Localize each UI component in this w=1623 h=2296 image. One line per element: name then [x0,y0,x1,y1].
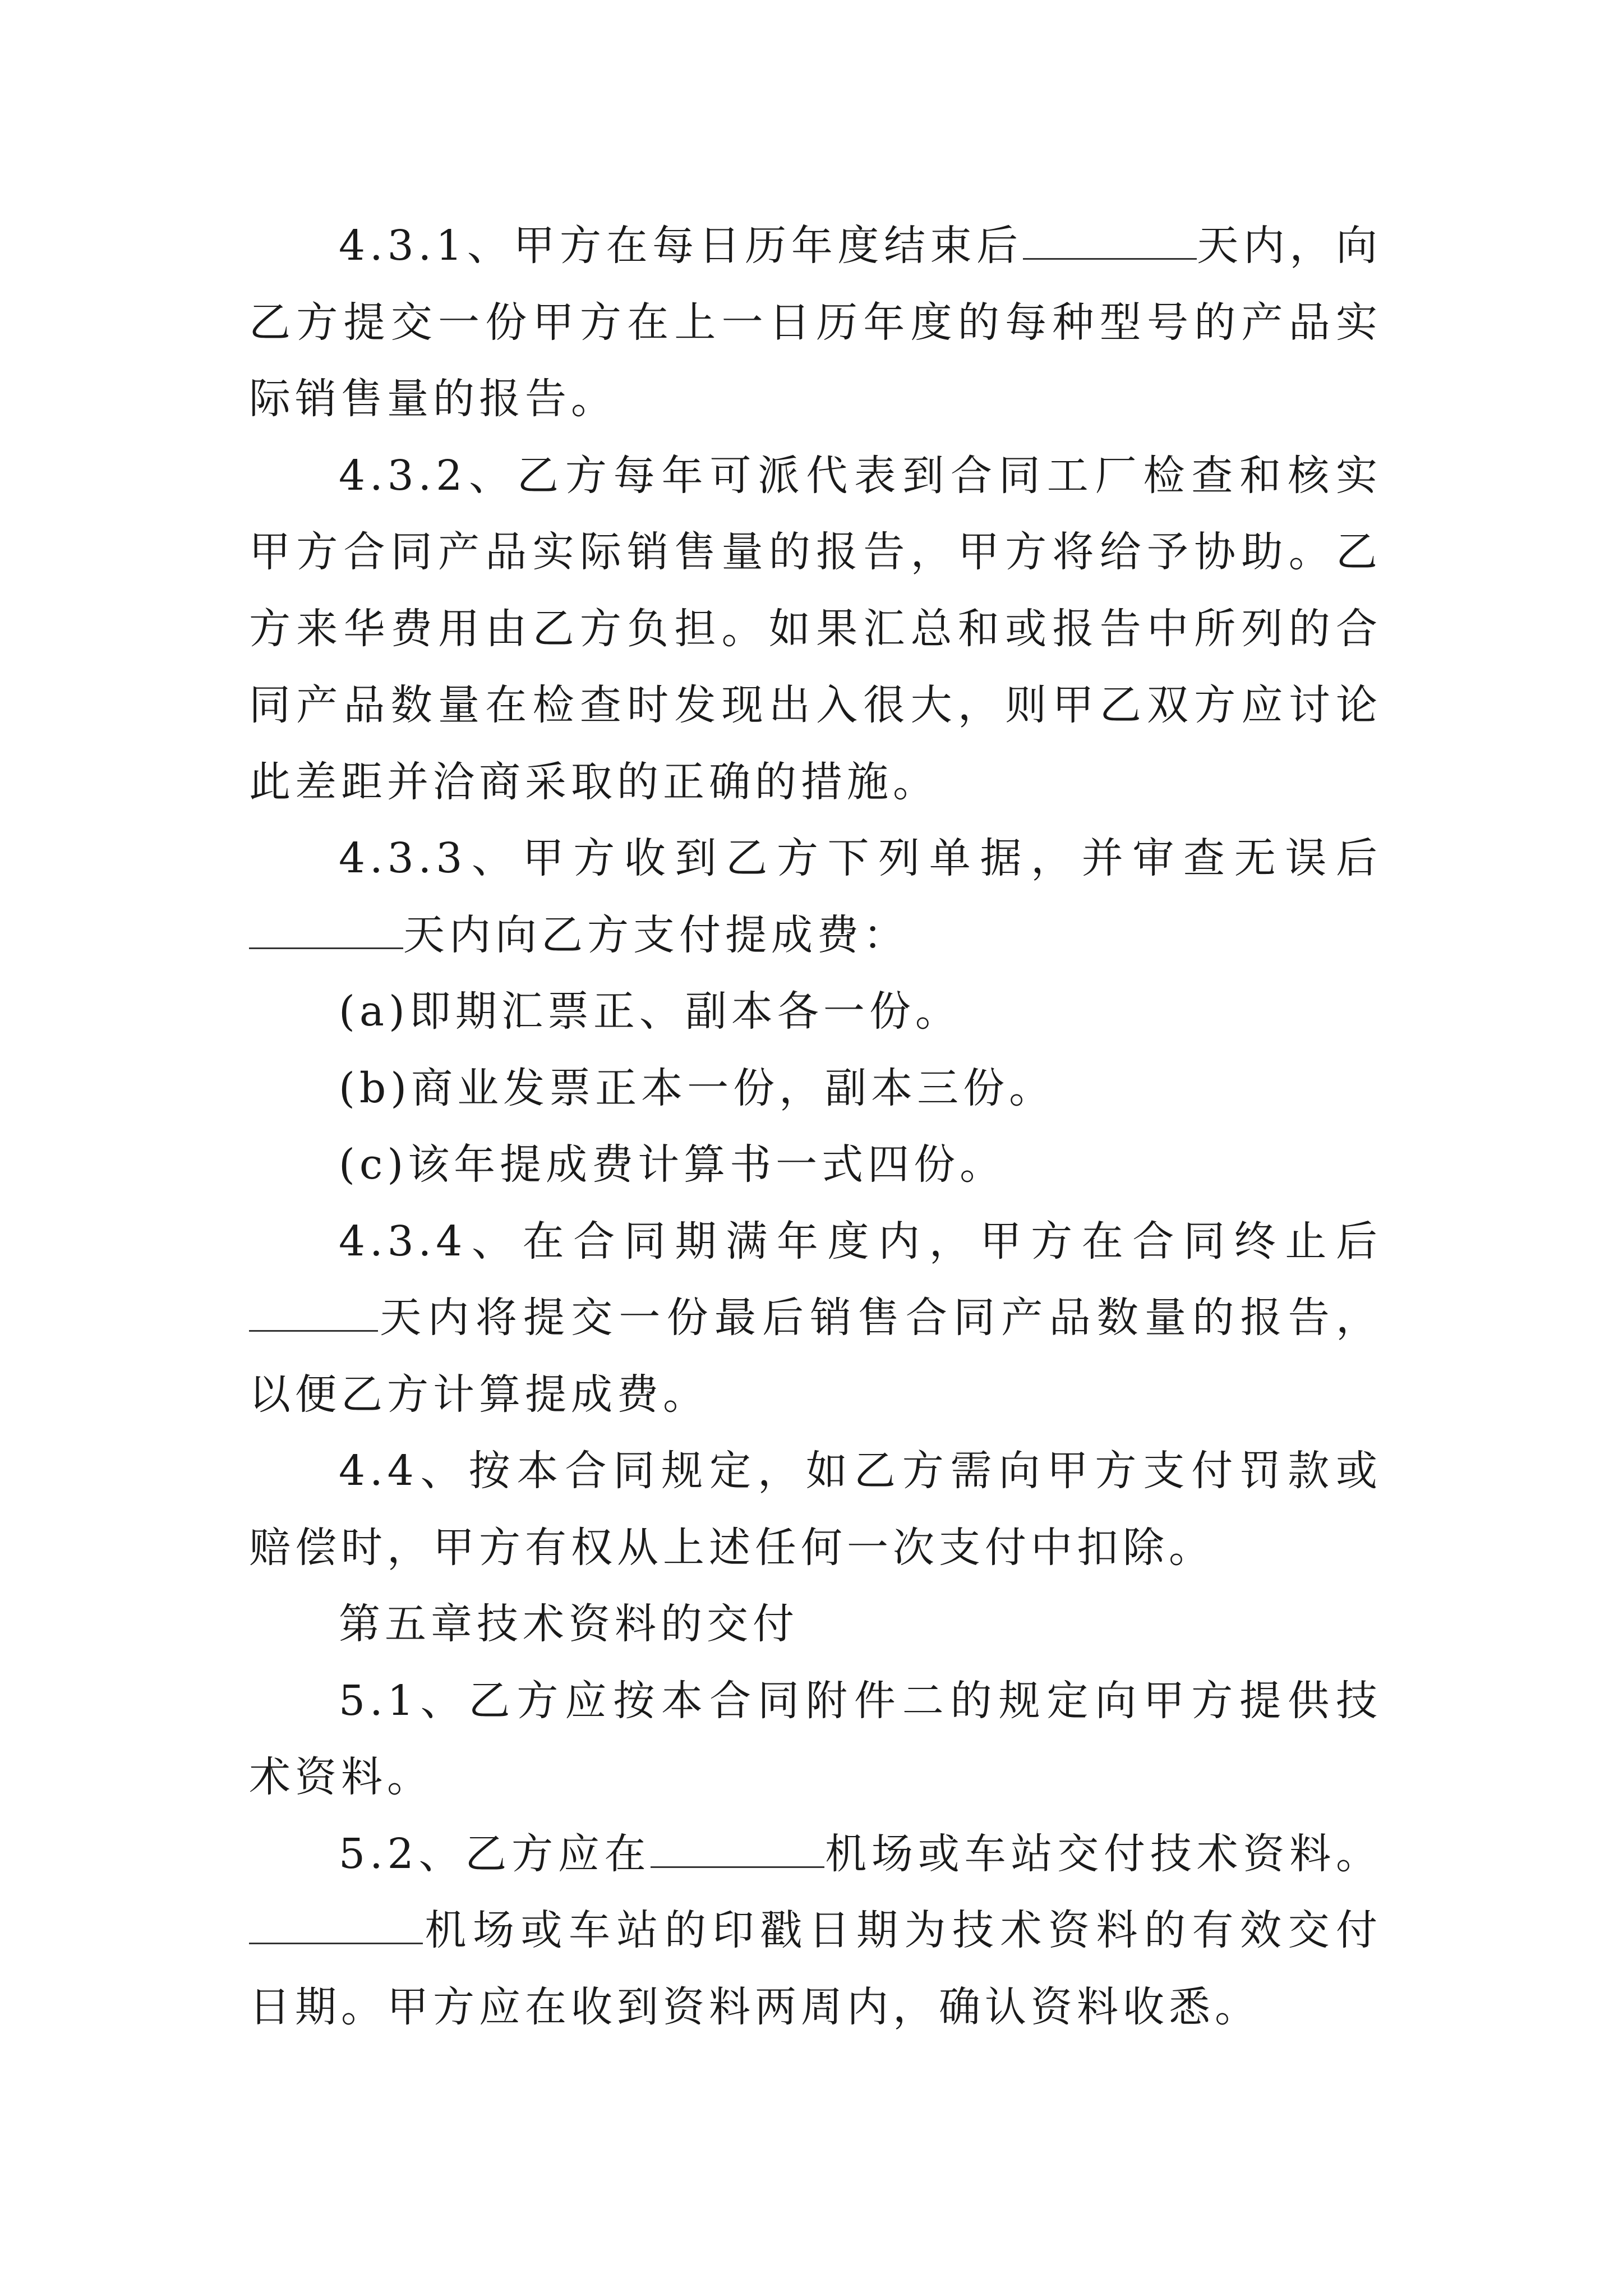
clause-5-2 [249,1816,1382,2046]
clause-4-3-4 [249,1203,1382,1433]
fill-blank-days [249,908,403,949]
list-item-c: (c)该年提成费计算书一式四份。 [339,1140,1006,1189]
clause-4-3-4-text-after: 天内将提交一份最后销售合同产品数量的报告，以便乙方计算提成费。 [249,1294,1382,1419]
fill-blank-location [249,1903,423,1944]
clause-4-3-1-text-after: 天内，向乙方提交一份甲方在上一日历年度的每种型号的产品实际销售量的报告。 [249,222,1382,423]
list-item-a: (a)即期汇票正、副本各一份。 [339,987,961,1036]
fill-blank-days [249,1291,378,1332]
clause-4-4: 4.4、按本合同规定，如乙方需向甲方支付罚款或赔偿时，甲方有权从上述任何一次支付中扣除。 [249,1447,1382,1572]
document-body [249,208,1382,2045]
fill-blank-days [1023,219,1197,260]
list-item-b: (b)商业发票正本一份，副本三份。 [339,1064,1055,1112]
clause-4-3-2: 4.3.2、乙方每年可派代表到合同工厂检查和核实甲方合同产品实际销售量的报告，甲方将给予协助。乙方来华费用由乙方负担。如果汇总和或报告中所列的合同产品数量在检查时发现出入很大，则甲乙双方应讨论此差距并洽商采取的正确的措施。 [249,451,1382,806]
clause-5-2-text-middle: 机场或车站交付技术资料。 [824,1829,1382,1878]
clause-4-3-3-text-before: 4.3.3、甲方收到乙方下列单据，并审查无误后 [339,834,1382,882]
clause-5-2-text-before: 5.2、乙方应在 [339,1829,651,1878]
clause-5-1: 5.1、乙方应按本合同附件二的规定向甲方提供技术资料。 [249,1676,1382,1801]
clause-4-3-4-text-before: 4.3.4、在合同期满年度内，甲方在合同终止后 [339,1217,1382,1266]
fill-blank-location [651,1827,824,1868]
clause-4-3-3-text-after: 天内向乙方支付提成费： [403,910,909,959]
chapter-5-heading: 第五章技术资料的交付 [339,1600,799,1648]
clause-5-2-text-after: 机场或车站的印戳日期为技术资料的有效交付日期。甲方应在收到资料两周内，确认资料收悉。 [249,1906,1382,2031]
clause-4-3-3 [249,820,1382,973]
clause-4-3-1 [249,208,1382,438]
clause-4-3-1-text-before: 4.3.1、甲方在每日历年度结束后 [339,222,1023,270]
